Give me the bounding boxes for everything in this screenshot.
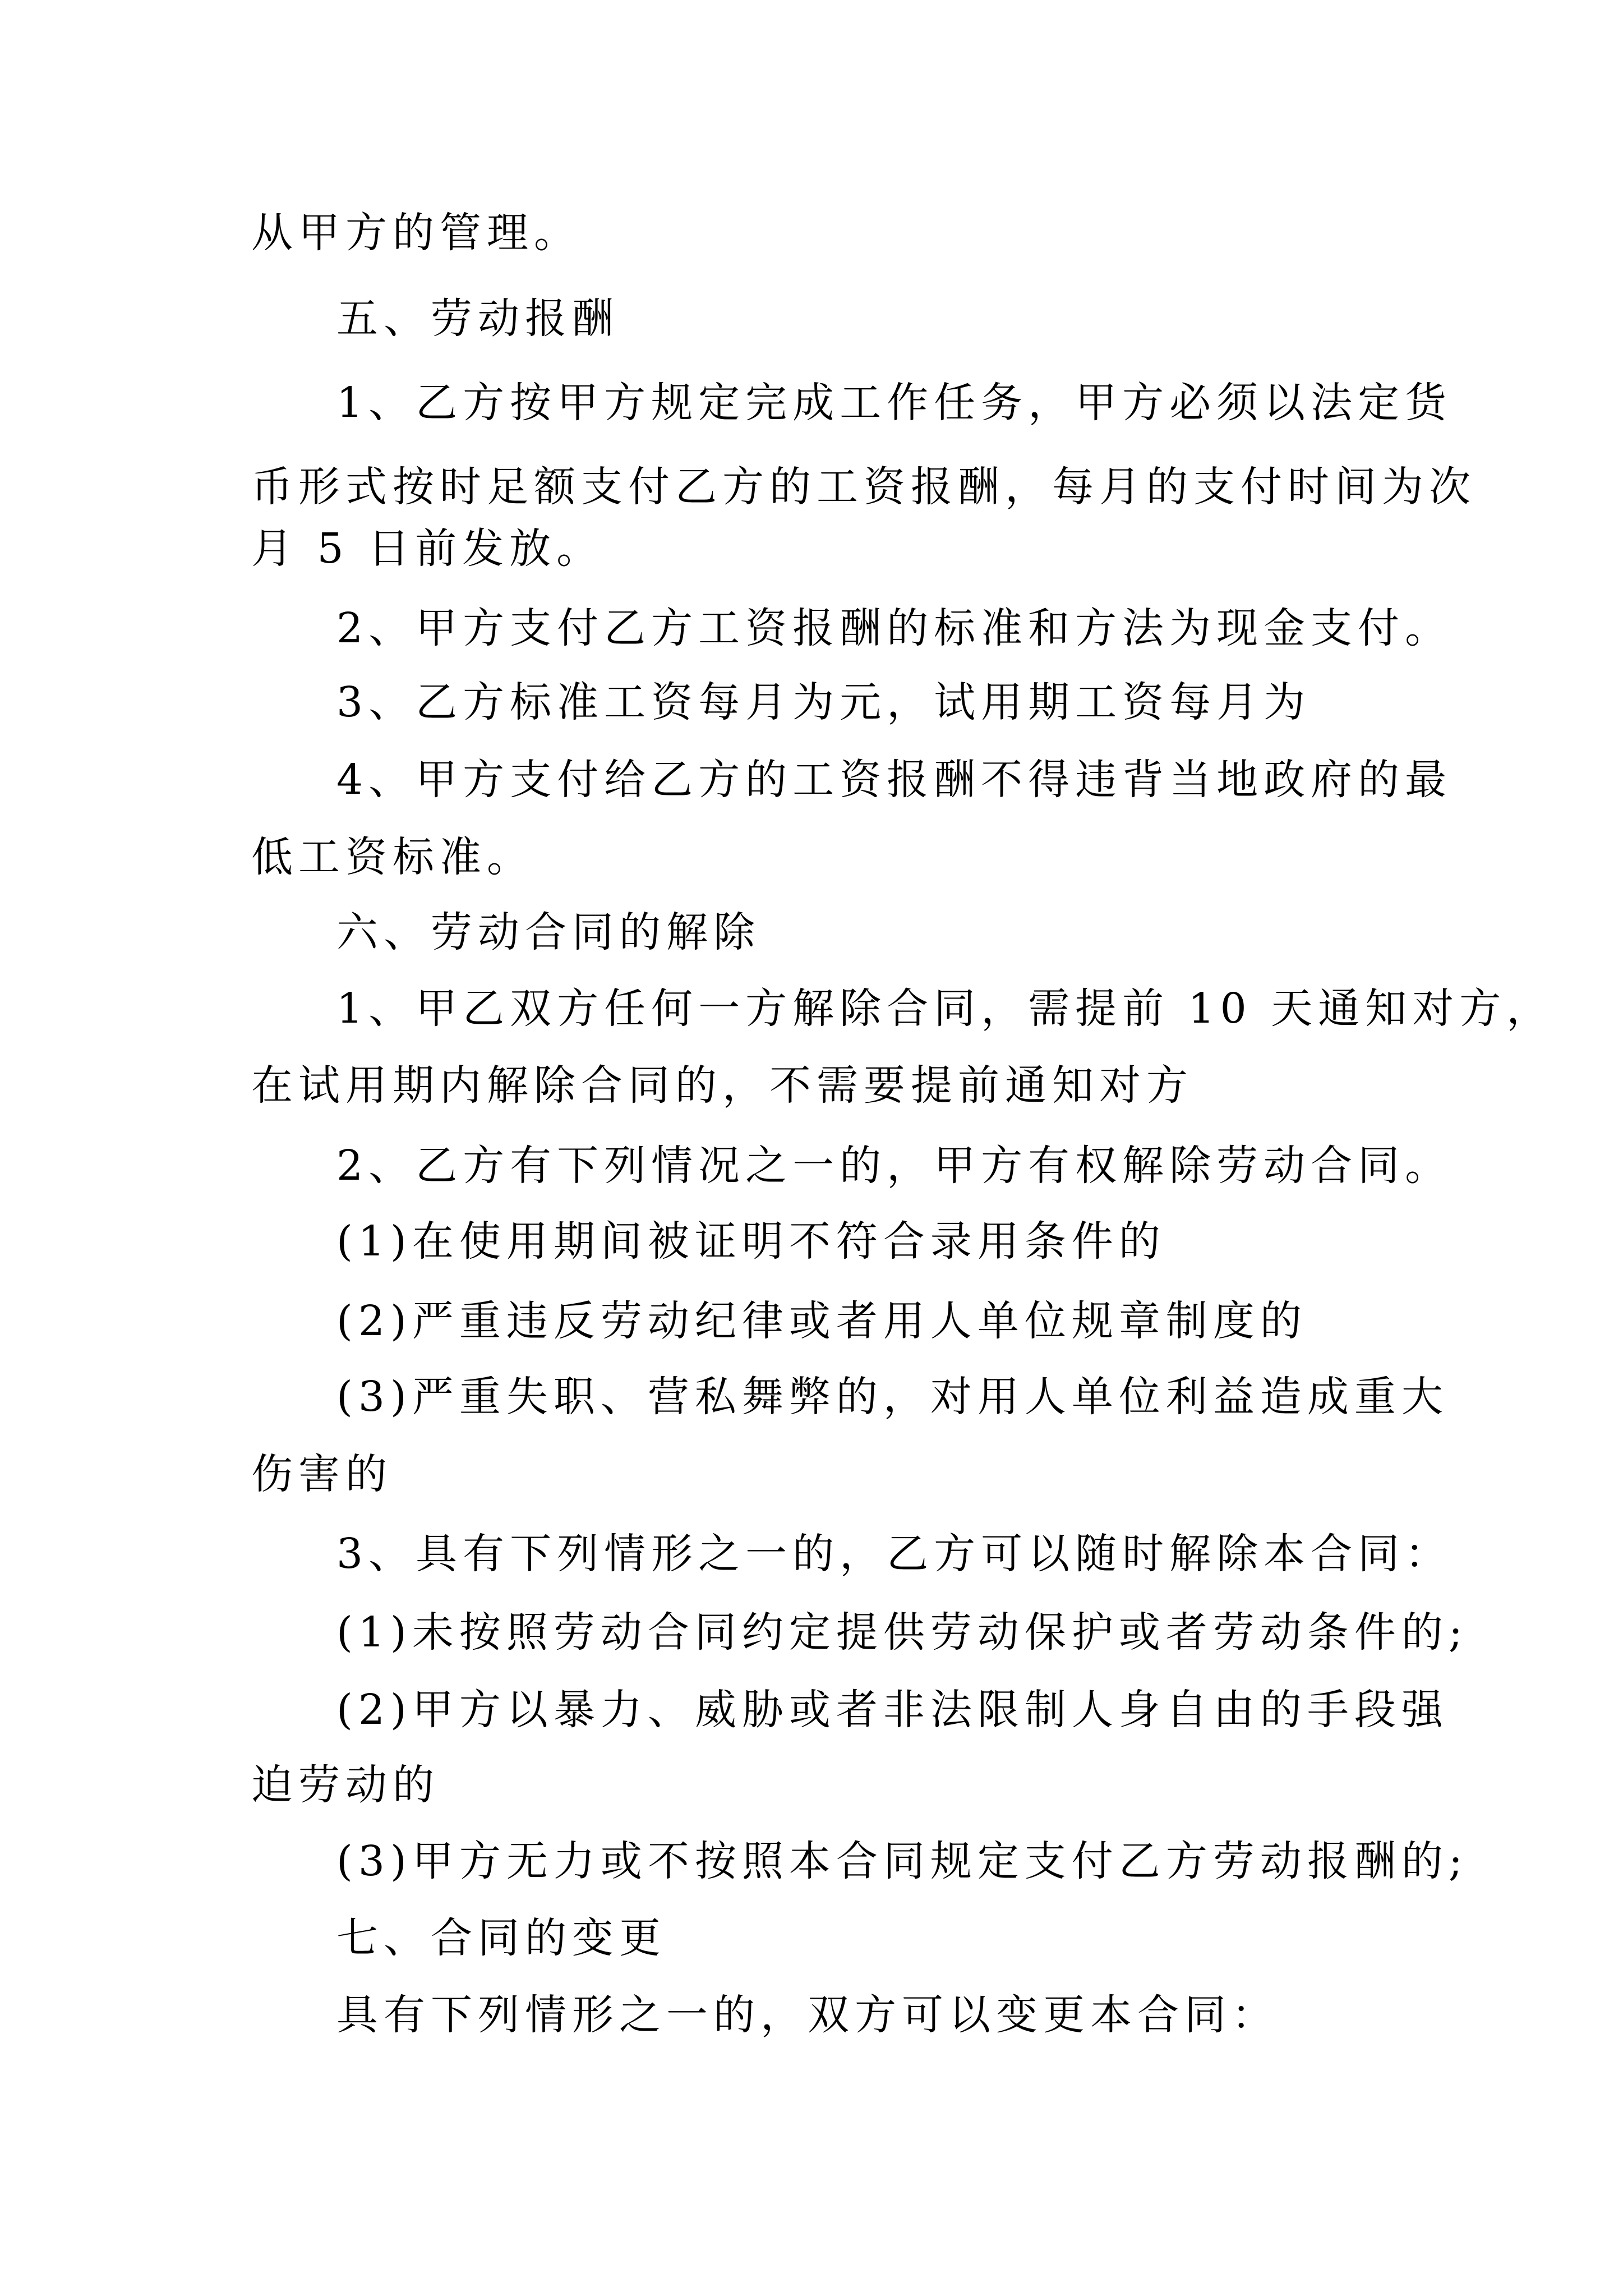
text-line: 1、甲乙双方任何一方解除合同，需提前 10 天通知对方， bbox=[336, 984, 1554, 1033]
text-line: 迫劳动的 bbox=[251, 1761, 440, 1809]
text-line: 在试用期内解除合同的，不需要提前通知对方 bbox=[251, 1061, 1193, 1110]
text-line: 2、乙方有下列情况之一的，甲方有权解除劳动合同。 bbox=[336, 1142, 1453, 1190]
text-line: 从甲方的管理。 bbox=[251, 209, 581, 257]
text-line: 3、具有下列情形之一的，乙方可以随时解除本合同： bbox=[336, 1530, 1453, 1578]
text-line: (3)甲方无力或不按照本合同规定支付乙方劳动报酬的; bbox=[336, 1837, 1468, 1885]
text-line: (2)甲方以暴力、威胁或者非法限制人身自由的手段强 bbox=[336, 1686, 1449, 1734]
text-line: (1)在使用期间被证明不符合录用条件的 bbox=[336, 1217, 1166, 1266]
text-line: 3、乙方标准工资每月为元，试用期工资每月为 bbox=[336, 678, 1311, 726]
text-line: 低工资标准。 bbox=[251, 833, 534, 881]
text-line: (1)未按照劳动合同约定提供劳动保护或者劳动条件的; bbox=[336, 1608, 1468, 1657]
text-line: 月 5 日前发放。 bbox=[251, 524, 604, 573]
text-line: 具有下列情形之一的，双方可以变更本合同： bbox=[336, 1991, 1279, 2039]
section-heading: 七、合同的变更 bbox=[336, 1914, 666, 1962]
text-line: 1、乙方按甲方规定完成工作任务，甲方必须以法定货 bbox=[336, 379, 1453, 427]
text-line: 币形式按时足额支付乙方的工资报酬，每月的支付时间为次 bbox=[251, 463, 1476, 511]
text-line: 伤害的 bbox=[251, 1450, 393, 1498]
text-line: (2)严重违反劳动纪律或者用人单位规章制度的 bbox=[336, 1297, 1307, 1345]
text-line: 2、甲方支付乙方工资报酬的标准和方法为现金支付。 bbox=[336, 604, 1453, 652]
text-line: (3)严重失职、营私舞弊的，对用人单位利益造成重大 bbox=[336, 1373, 1449, 1421]
section-heading: 六、劳动合同的解除 bbox=[336, 908, 760, 956]
text-line: 4、甲方支付给乙方的工资报酬不得违背当地政府的最 bbox=[336, 756, 1453, 804]
section-heading: 五、劳动报酬 bbox=[336, 295, 619, 343]
